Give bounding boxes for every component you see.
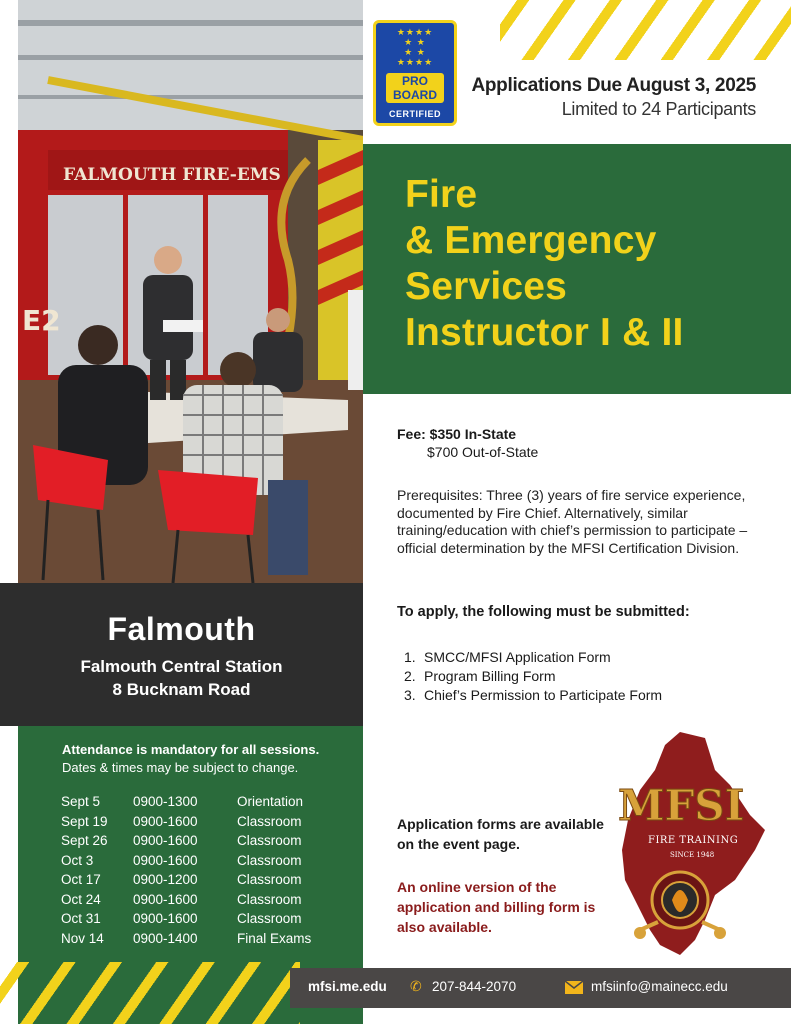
list-item: 3. Chief’s Permission to Participate Form [404, 687, 663, 703]
email-link[interactable]: mfsiinfo@mainecc.edu [591, 979, 728, 994]
unit-number: E2 [22, 304, 61, 337]
application-deadline: Applications Due August 3, 2025 [471, 75, 756, 96]
badge-certified-text: CERTIFIED [388, 109, 441, 119]
schedule-row: Oct 17 0900-1200 Classroom [61, 872, 302, 887]
course-title-panel [363, 144, 791, 394]
attendance-note: Attendance is mandatory for all sessions. [62, 742, 320, 757]
mfsi-wordmark: MFSI [618, 781, 745, 830]
change-note: Dates & times may be subject to change. [62, 760, 299, 775]
location-station: Falmouth Central Station [80, 657, 283, 676]
truck-lettering: FALMOUTH FIRE-EMS [63, 165, 281, 185]
location-address: 8 Bucknam Road [112, 680, 251, 699]
schedule-row: Oct 3 0900-1600 Classroom [61, 852, 302, 868]
apply-list [404, 648, 662, 705]
phone-number[interactable]: 207-844-2070 [432, 979, 517, 994]
star-ring-icon: ★★★★ ★ ★ ★ ★ ★★★★ [396, 27, 434, 67]
location-box [0, 583, 363, 726]
list-item: 1. SMCC/MFSI Application Form [404, 649, 611, 665]
schedule-row: Oct 31 0900-1600 Classroom [61, 911, 302, 926]
hazard-stripes-top [500, 0, 791, 60]
website-link[interactable]: mfsi.me.edu [308, 979, 387, 994]
contact-footer [290, 968, 791, 1008]
forms-note: Application forms are available on the event page. [397, 816, 604, 852]
course-title-line: Fire [405, 173, 478, 216]
schedule-row: Sept 19 0900-1600 Classroom [61, 813, 302, 829]
schedule-table [61, 792, 311, 948]
mail-icon [565, 981, 583, 994]
phone-icon: ✆ [410, 978, 422, 994]
badge-pro-text: PRO [401, 74, 428, 88]
prerequisites-text: Prerequisites: Three (3) years of fire service experience, documented by Fire Chief. Alternatively, similar training/education with chief’s permission to participate – official determination by the MFSI Certification Division. [397, 487, 748, 556]
apply-heading: To apply, the following must be submitted: [397, 604, 690, 620]
mfsi-since: SINCE 1948 [670, 851, 715, 859]
pro-board-badge [373, 20, 457, 126]
schedule-row: Sept 5 0900-1300 Orientation [61, 794, 304, 809]
schedule-row: Sept 26 0900-1600 Classroom [61, 833, 302, 848]
course-title-line: Instructor I & II [405, 311, 684, 354]
training-photo [18, 0, 363, 583]
schedule-row: Oct 24 0900-1600 Classroom [61, 891, 302, 907]
fee-info [397, 426, 538, 460]
course-title-line: Services [405, 265, 568, 308]
course-title [405, 172, 684, 356]
mfsi-logo [610, 730, 770, 960]
hazard-stripes-bottom [0, 962, 300, 1024]
online-version-note: An online version of the application and billing form is also available. [397, 879, 596, 935]
mfsi-subtitle: FIRE TRAINING [648, 835, 739, 846]
fee-out-of-state: $700 Out-of-State [427, 444, 539, 460]
location-city: Falmouth [107, 611, 256, 647]
list-item: 2. Program Billing Form [404, 668, 556, 684]
course-title-line: & Emergency [405, 219, 657, 262]
fee-in-state: Fee: $350 In-State [397, 426, 517, 442]
badge-board-text: BOARD [393, 88, 437, 102]
schedule-row: Nov 14 0900-1400 Final Exams [61, 930, 312, 946]
participant-limit: Limited to 24 Participants [561, 99, 756, 119]
